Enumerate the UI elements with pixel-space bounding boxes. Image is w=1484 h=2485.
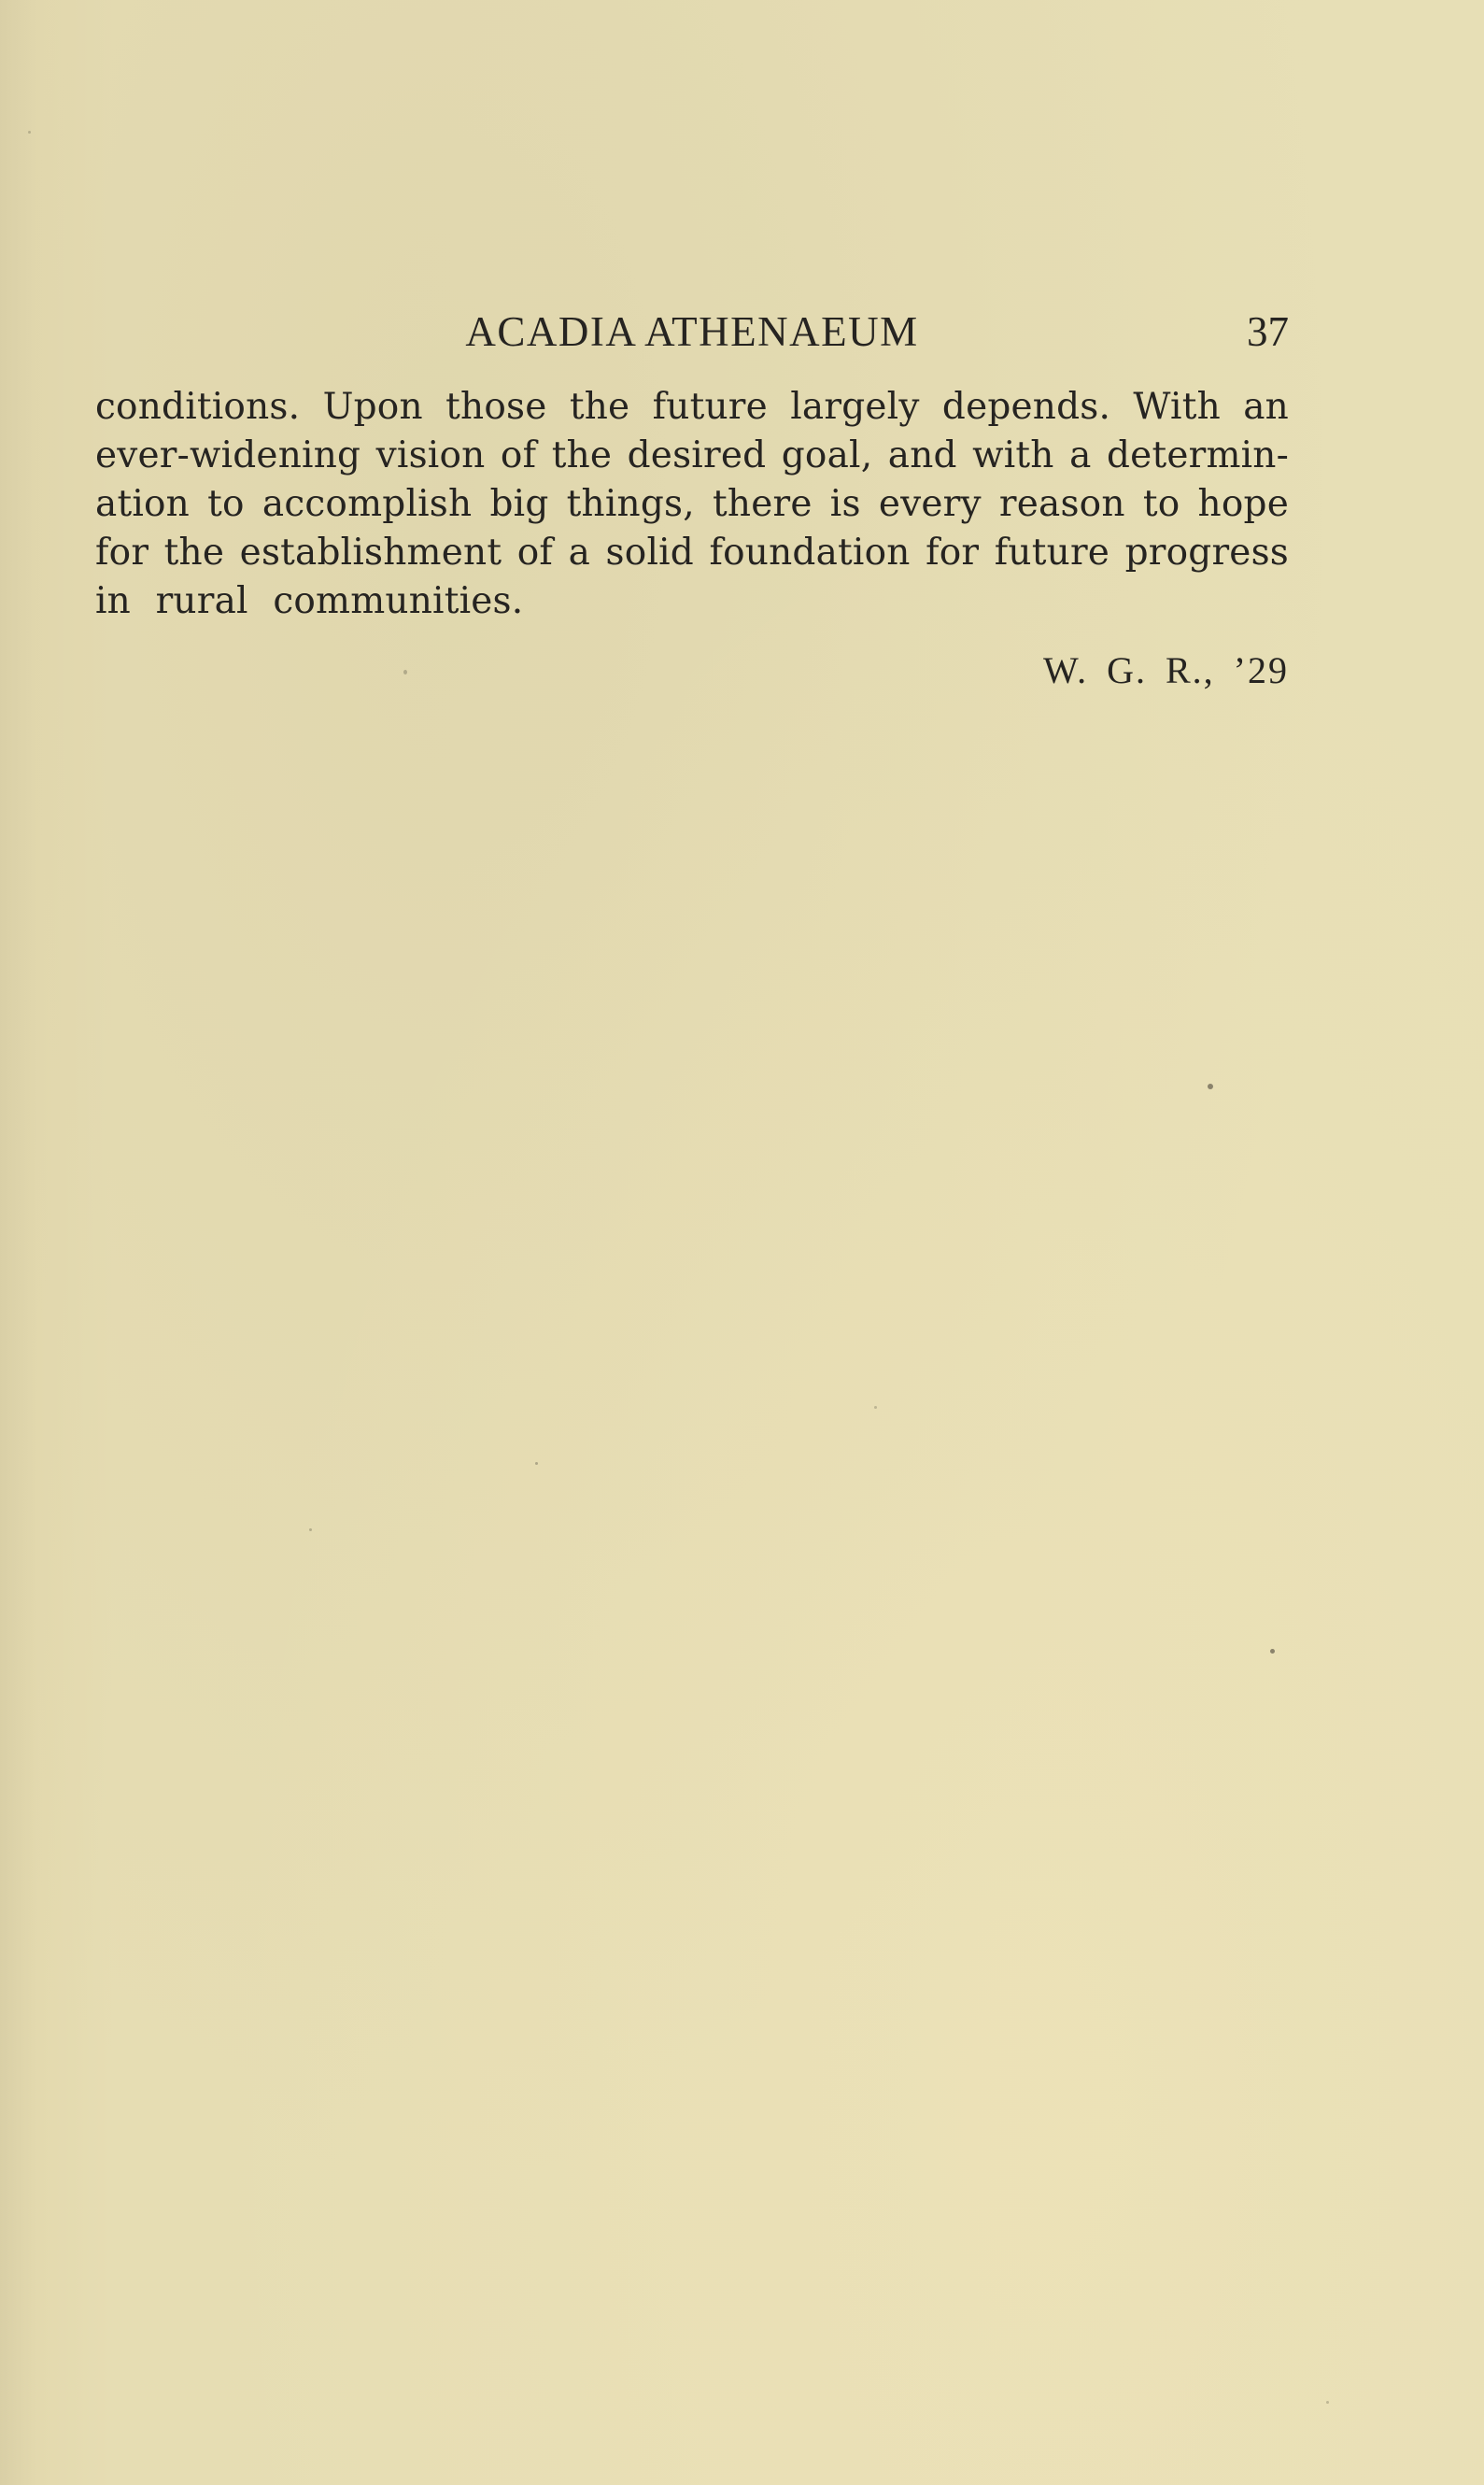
text-line: ation to accomplish big things, there is every reason to hope (95, 483, 1289, 525)
text-line: ever-widening vision of the desired goal, and with a determin- (95, 434, 1289, 476)
text-line: in rural communities. (95, 580, 524, 622)
paper-speck (1270, 1649, 1275, 1654)
running-head (95, 304, 1289, 360)
text-line: for the establishment of a solid foundation for future progress (95, 532, 1289, 574)
paper-speck (403, 670, 407, 674)
paper-speck (28, 131, 31, 134)
paper-speck (1326, 2401, 1329, 2404)
author-signature: W. G. R., ’29 (1043, 649, 1289, 691)
text-line: conditions. Upon those the future largely depends. With an (95, 386, 1289, 428)
paper-speck (309, 1528, 312, 1531)
paper-speck (535, 1462, 538, 1465)
paper-speck (1208, 1084, 1213, 1089)
paper-speck (874, 1406, 877, 1409)
running-head-title: ACADIA ATHENAEUM (465, 308, 919, 355)
page-number: 37 (1247, 308, 1289, 355)
body-paragraph (95, 383, 1289, 626)
